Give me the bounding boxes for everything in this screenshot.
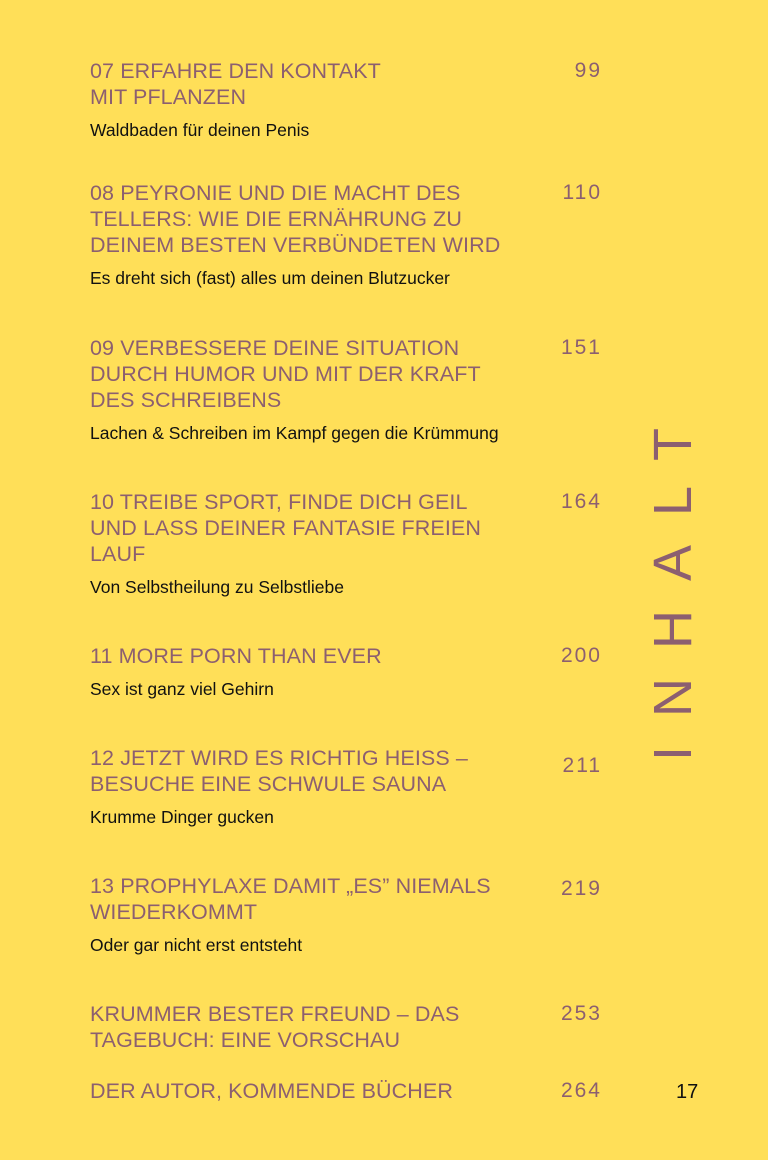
toc-entry-page: 219: [560, 877, 602, 900]
toc-entry-page: 151: [560, 336, 602, 359]
toc-entry-subtitle: Krumme Dinger gucken: [90, 807, 274, 827]
toc-entry-page: 253: [560, 1002, 602, 1025]
toc-entry-title: DER AUTOR, KOMMENDE BÜCHER: [90, 1079, 453, 1103]
toc-entry-title: KRUMMER BESTER FREUND – DAS TAGEBUCH: EINE VORSCHAU: [90, 1002, 460, 1052]
toc-entry-subtitle: Lachen & Schreiben im Kampf gegen die Krümmung: [90, 423, 499, 443]
toc-entry-page: 110: [562, 181, 602, 204]
toc-entry-autor: [90, 1078, 610, 1104]
toc-entry-subtitle: Es dreht sich (fast) alles um deinen Blutzucker: [90, 268, 450, 288]
toc-entry-10: [90, 489, 610, 598]
toc-entry-page: 164: [560, 490, 602, 513]
toc-entry-subtitle: Oder gar nicht erst entsteht: [90, 935, 303, 955]
toc-entry-subtitle: Waldbaden für deinen Penis: [90, 120, 310, 140]
section-title-container: [618, 395, 728, 765]
toc-entry-page: 200: [560, 644, 602, 667]
toc-entry-page: 264: [560, 1079, 602, 1102]
toc-entry-title: 09 VERBESSERE DEINE SITUATION DURCH HUMOR UND MIT DER KRAFT DES SCHREIBENS: [90, 336, 481, 412]
toc-entry-12: [90, 745, 610, 828]
section-title: INHALT: [643, 398, 703, 762]
toc-entry-tagebuch: [90, 1001, 610, 1053]
toc-entry-title: 12 JETZT WIRD ES RICHTIG HEISS – BESUCHE EINE SCHWULE SAUNA: [90, 746, 468, 796]
toc-entry-title: 13 PROPHYLAXE DAMIT „ES” NIEMALS WIEDERKOMMT: [90, 874, 491, 924]
toc-entry-subtitle: Von Selbstheilung zu Selbstliebe: [90, 577, 344, 597]
toc-entry-08: [90, 180, 610, 289]
toc-entry-page: 211: [562, 754, 602, 777]
toc-entry-07: [90, 58, 610, 141]
toc-entry-title: 11 MORE PORN THAN EVER: [90, 644, 382, 668]
toc-entry-title: 07 ERFAHRE DEN KONTAKT MIT PFLANZEN: [90, 59, 381, 109]
toc-entry-title: 08 PEYRONIE UND DIE MACHT DES TELLERS: WIE DIE ERNÄHRUNG ZU DEINEM BESTEN VERBÜNDETEN WIRD: [90, 181, 501, 257]
toc-entry-title: 10 TREIBE SPORT, FINDE DICH GEIL UND LASS DEINER FANTASIE FREIEN LAUF: [90, 490, 481, 566]
page-number: 17: [676, 1081, 699, 1103]
toc-entry-09: [90, 335, 610, 444]
toc-entry-11: [90, 643, 610, 700]
toc-entry-page: 99: [574, 59, 602, 82]
toc-entry-13: [90, 873, 610, 956]
toc-entry-subtitle: Sex ist ganz viel Gehirn: [90, 679, 274, 699]
